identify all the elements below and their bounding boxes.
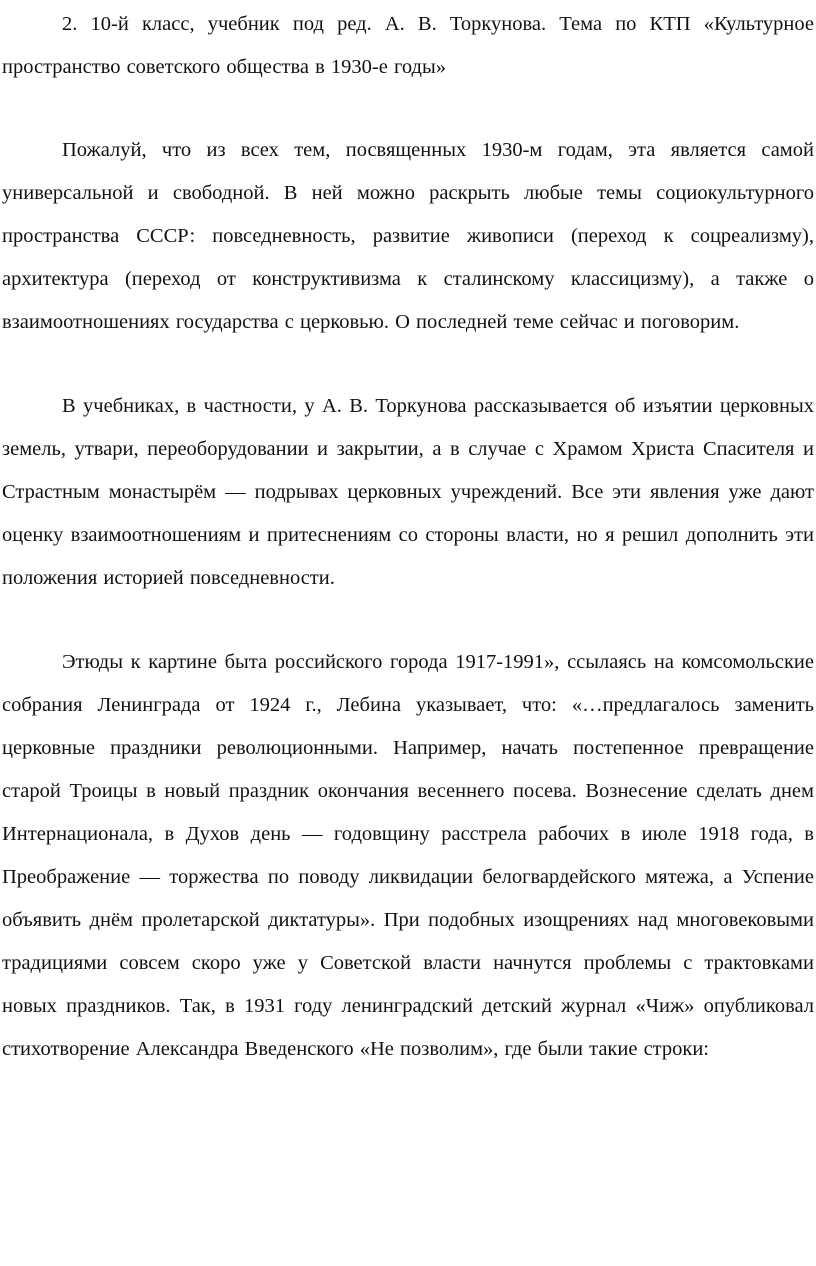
document-heading: 2. 10-й класс, учебник под ред. А. В. Торкунова. Тема по КТП «Культурное пространство советского общества в 1930-е годы» bbox=[2, 13, 814, 78]
paragraph-lebina-quote: Этюды к картине быта российского города 1917-1991», ссылаясь на комсомольские собрания Ленинграда от 1924 г., Лебина указывает, что: «…предлагалось заменить церковные праздники революционными. Например, начать постепенное превращение старой Троицы в новый праздник окончания весеннего посева. Вознесение сделать днем Интернационала, в Духов день — годовщину расстрела рабочих в июле 1918 года, в Преображение — торжества по поводу ликвидации белогвардейского мятежа, а Успение объявить днём пролетарской диктатуры». При подобных изощрениях над многовековыми традициями совсем скоро уже у Советской власти начнутся проблемы с трактовками новых праздников. Так, в 1931 году ленинградский детский журнал «Чиж» опубликовал стихотворение Александра Введенского «Не позволим», где были такие строки: bbox=[2, 651, 814, 1060]
paragraph-textbooks: В учебниках, в частности, у А. В. Торкунова рассказывается об изъятии церковных земель, утвари, переоборудовании и закрытии, а в случае с Храмом Христа Спасителя и Страстным монастырём — подрывах церковных учреждений. Все эти явления уже дают оценку взаимоотношениям и притеснениям со стороны власти, но я решил дополнить эти положения историей повседневности. bbox=[2, 395, 814, 589]
paragraph-intro: Пожалуй, что из всех тем, посвященных 1930-м годам, эта является самой универсальной и свободной. В ней можно раскрыть любые темы социокультурного пространства СССР: повседневность, развитие живописи (переход к соцреализму), архитектура (переход от конструктивизма к сталинскому классицизму), а также о взаимоотношениях государства с церковью. О последней теме сейчас и поговорим. bbox=[2, 139, 814, 333]
